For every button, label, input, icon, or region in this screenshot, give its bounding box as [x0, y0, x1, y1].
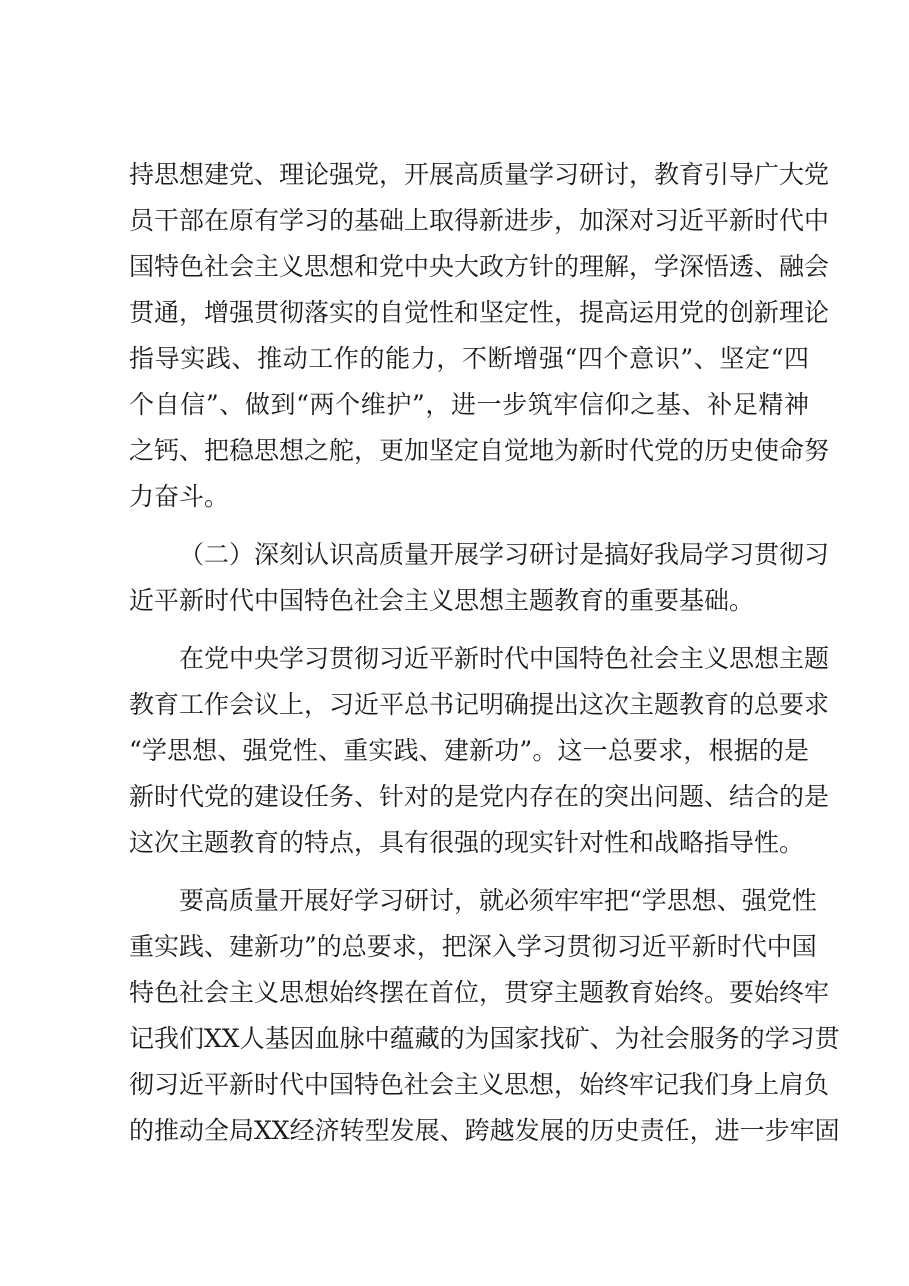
text-line: “学思想、强党性、重实践、建新功”。这一总要求，根据的是 — [129, 736, 809, 765]
text-line: 这次主题教育的特点，具有很强的现实针对性和战略指导性。 — [129, 828, 805, 857]
text-line: 的推动全局XX经济转型发展、跨越发展的历史责任，进一步牢固 — [129, 1116, 840, 1145]
text-line: 力奋斗。 — [129, 482, 230, 511]
text-line: 指导实践、推动工作的能力，不断增强“四个意识”、坚定“四 — [129, 344, 809, 373]
text-line: 持思想建党、理论强党，开展高质量学习研讨，教育引导广大党 — [129, 160, 830, 189]
text-line: 个自信”、做到“两个维护”，进一步筑牢信仰之基、补足精神 — [129, 390, 809, 419]
text-line: 重实践、建新功”的总要求，把深入学习贯彻习近平新时代中国 — [129, 932, 817, 961]
text-line: 彻习近平新时代中国特色社会主义思想，始终牢记我们身上肩负 — [129, 1070, 830, 1099]
text-line: 近平新时代中国特色社会主义思想主题教育的重要基础。 — [129, 586, 755, 615]
text-line: （二）深刻认识高质量开展学习研讨是搞好我局学习贯彻习 — [179, 540, 830, 569]
text-line: 在党中央学习贯彻习近平新时代中国特色社会主义思想主题 — [179, 644, 830, 673]
text-line: 贯通，增强贯彻落实的自觉性和坚定性，提高运用党的创新理论 — [129, 298, 830, 327]
text-line: 记我们XX人基因血脉中蕴藏的为国家找矿、为社会服务的学习贯 — [129, 1024, 840, 1053]
text-line: 特色社会主义思想始终摆在首位，贯穿主题教育始终。要始终牢 — [129, 978, 830, 1007]
text-line: 国特色社会主义思想和党中央大政方针的理解，学深悟透、融会 — [129, 252, 830, 281]
text-line: 员干部在原有学习的基础上取得新进步，加深对习近平新时代中 — [129, 206, 830, 235]
paragraph-1 — [129, 152, 830, 520]
paragraph-3 — [129, 636, 830, 866]
paragraph-4 — [129, 878, 840, 1154]
paragraph-2 — [129, 532, 830, 624]
document-body — [129, 152, 840, 1166]
text-line: 之钙、把稳思想之舵，更加坚定自觉地为新时代党的历史使命努 — [129, 436, 830, 465]
text-line: 新时代党的建设任务、针对的是党内存在的突出问题、结合的是 — [129, 782, 830, 811]
text-line: 要高质量开展好学习研讨，就必须牢牢把“学思想、强党性 — [179, 886, 817, 915]
text-line: 教育工作会议上，习近平总书记明确提出这次主题教育的总要求 — [129, 690, 830, 719]
